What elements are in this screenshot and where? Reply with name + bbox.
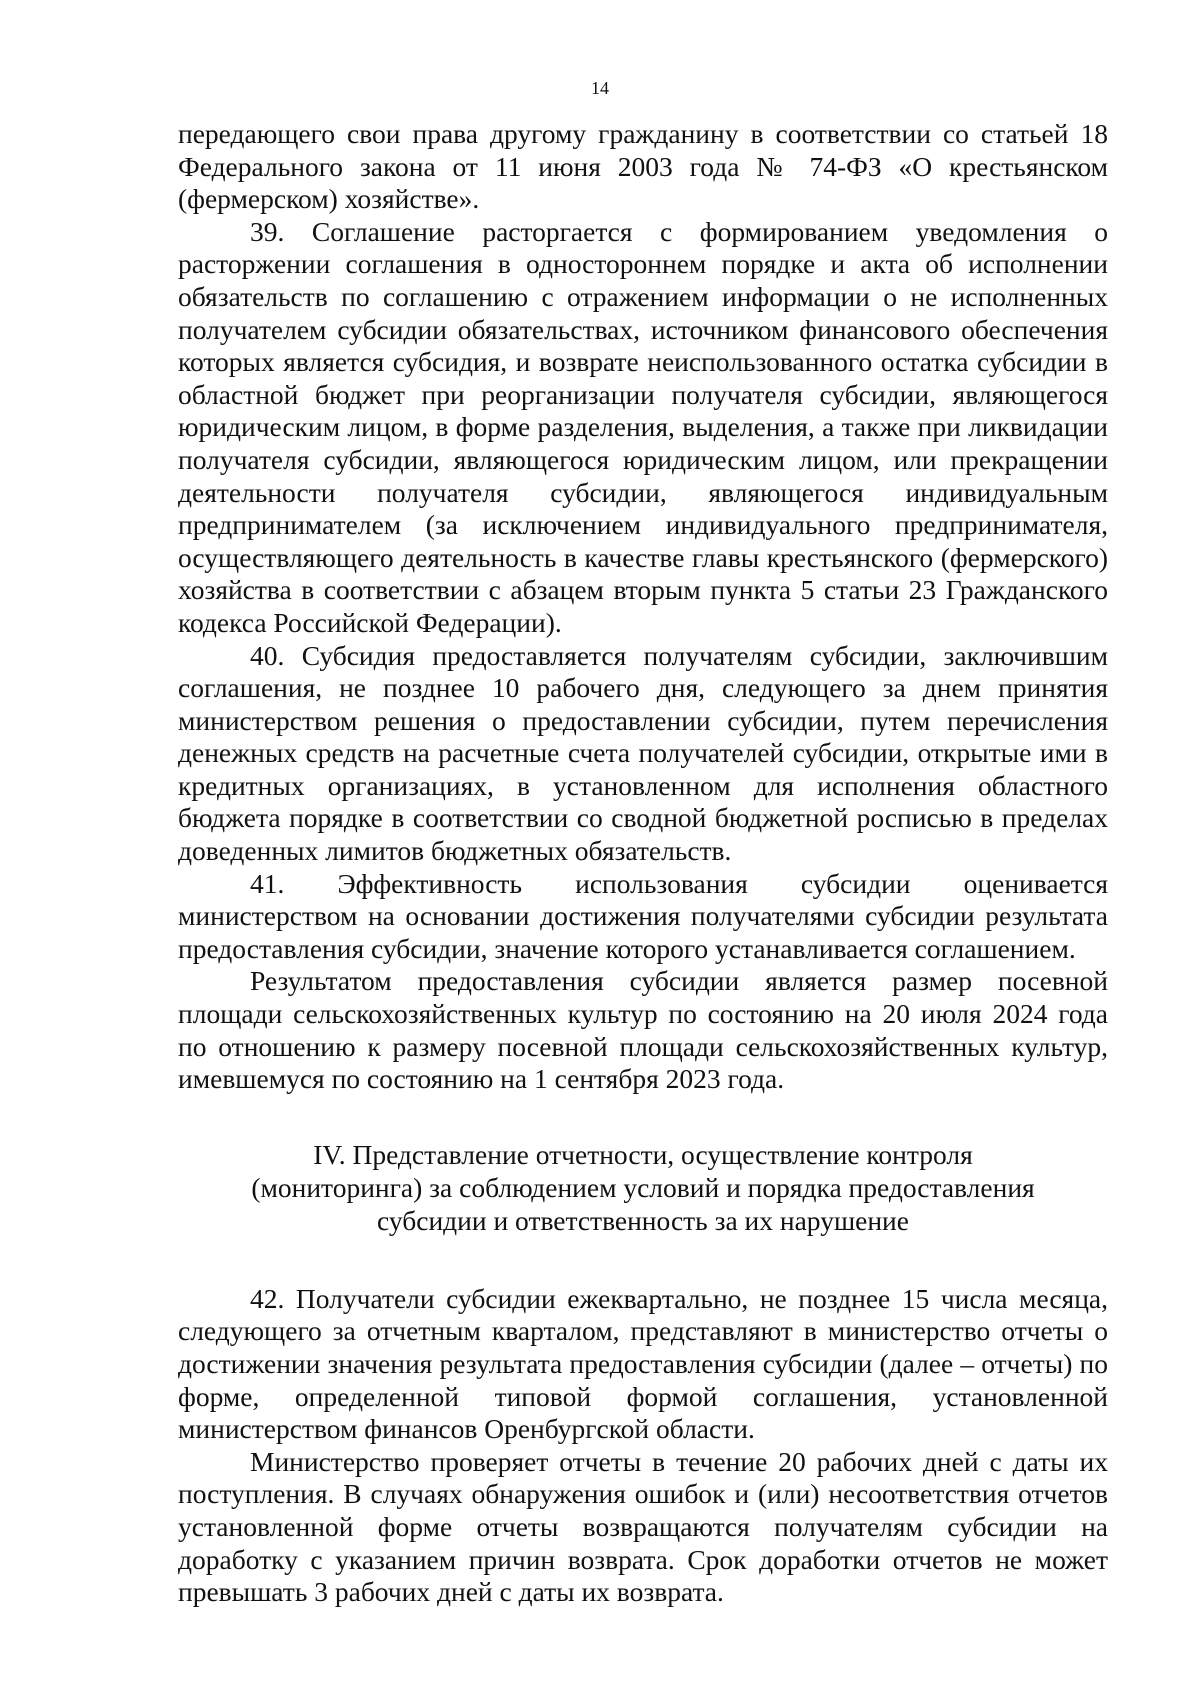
section-heading-line: IV. Представление отчетности, осуществление контроля [313, 1138, 973, 1170]
page-number: 14 [591, 78, 609, 98]
section-heading [178, 1138, 1108, 1237]
document-body [178, 118, 1108, 1609]
paragraph-42: 42. Получатели субсидии ежеквартально, не позднее 15 числа месяца, следующего за отчетным кварталом, представляют в министерство отчеты о достижении значения результата предоставления субсидии (далее – отчеты) по форме, определенной типовой формой соглашения, установленной министерством финансов Оренбургской области. [178, 1282, 1108, 1445]
paragraph-41: 41. Эффективность использования субсидии оценивается министерством на основании достижения получателями субсидии результата предоставления субсидии, значение которого устанавливается соглашением. [178, 867, 1108, 964]
section-heading-line: субсидии и ответственность за их нарушение [377, 1204, 909, 1236]
paragraph-39: 39. Соглашение расторгается с формированием уведомления о расторжении соглашения в одностороннем порядке и акта об исполнении обязательств по соглашению с отражением информации о не исполненных получателем субсидии обязательствах, источником финансового обеспечения которых является субсидия, и возврате неиспользованного остатка субсидии в областной бюджет при реорганизации получателя субсидии, являющегося юридическим лицом, в форме разделения, выделения, а также при ликвидации получателя субсидии, являющегося юридическим лицом, или прекращении деятельности получателя субсидии, являющегося индивидуальным предпринимателем (за исключением индивидуального предпринимателя, осуществляющего деятельность в качестве главы крестьянского (фермерского) хозяйства в соответствии с абзацем вторым пункта 5 статьи 23 Гражданского кодекса Российской Федерации). [178, 215, 1108, 638]
paragraph-41-result: Результатом предоставления субсидии является размер посевной площади сельскохозяйственных культур по состоянию на 20 июля 2024 года по отношению к размеру посевной площади сельскохозяйственных культур, имевшемуся по состоянию на 1 сентября 2023 года. [178, 965, 1108, 1095]
paragraph-continuation: передающего свои права другому гражданину в соответствии со статьей 18 Федерального закона от 11 июня 2003 года № 74-ФЗ «О крестьянском (фермерском) хозяйстве». [178, 118, 1108, 215]
section-heading-line: (мониторинга) за соблюдением условий и порядка предоставления [251, 1171, 1035, 1203]
paragraph-40: 40. Субсидия предоставляется получателям субсидии, заключившим соглашения, не позднее 10 рабочего дня, следующего за днем принятия министерством решения о предоставлении субсидии, путем перечисления денежных средств на расчетные счета получателей субсидии, открытые ими в кредитных организациях, в установленном для исполнения областного бюджета порядке в соответствии со сводной бюджетной росписью в пределах доведенных лимитов бюджетных обязательств. [178, 639, 1108, 867]
paragraph-42-review: Министерство проверяет отчеты в течение 20 рабочих дней с даты их поступления. В случаях обнаружения ошибок и (или) несоответствия отчетов установленной форме отчеты возвращаются получателям субсидии на доработку с указанием причин возврата. Срок доработки отчетов не может превышать 3 рабочих дней с даты их возврата. [178, 1445, 1108, 1608]
